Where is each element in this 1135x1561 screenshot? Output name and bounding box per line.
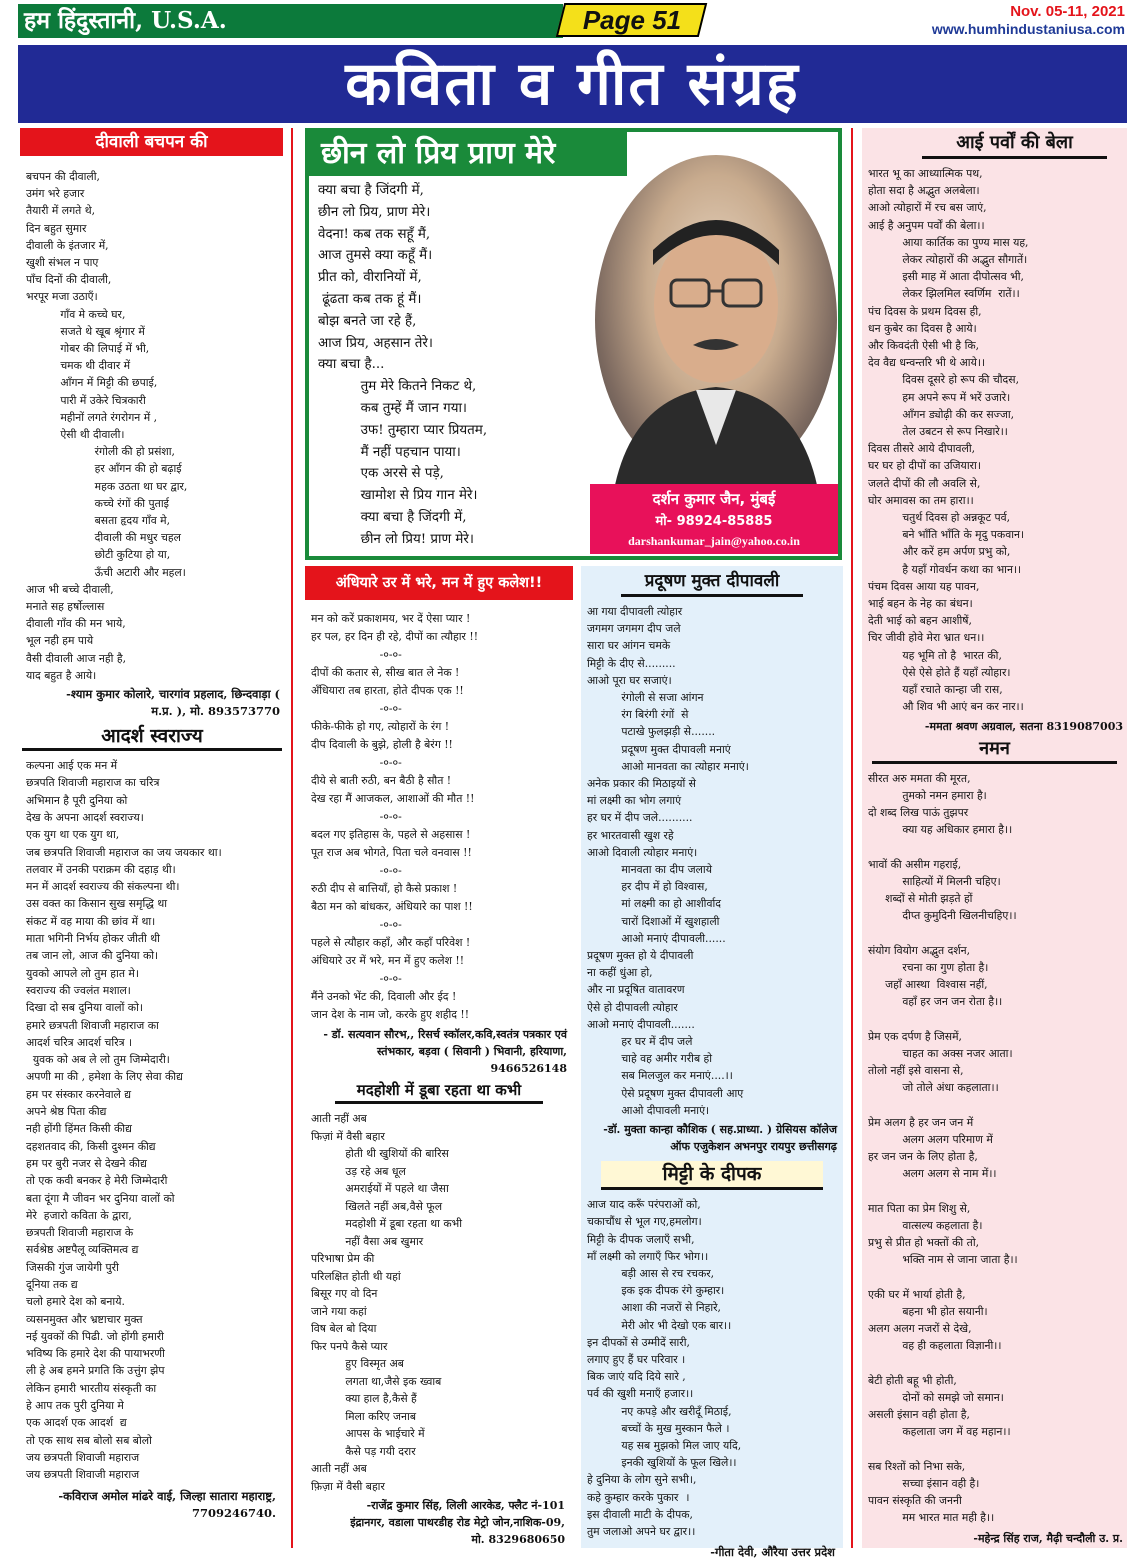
sig-mukta-kanha: -डॉ. मुक्ता कान्हा कौशिक ( सह.प्राध्या. ) ग्रेसियस कॉलेज ऑफ एजुकेशन अभनपुर रायपुर छत्तीसगढ़ <box>603 1123 837 1154</box>
title-mitti-ke-deepak: मिट्टी के दीपक <box>601 1161 823 1190</box>
sig-satyavan-saurabh: - डॉ. सत्यवान सौरभ,, रिसर्च स्कॉलर,कवि,स्वतंत्र पत्रकार एवं स्तंभकार, बड़वा ( सिवानी ) भिवानी, हरियाणा, 9466526148 <box>323 1028 567 1075</box>
poem-adarsh-swarajya: कल्पना आई एक मन में छत्रपति शिवाजी महाराज का चरित्र अभिमान है पूरी दुनिया को देख के अपना आदर्श स्वराज्य। एक युग था एक युग था, जब छत्रपति शिवाजी महाराज का जय जयकार था। तलवार में उनकी पराक्रम की दहाड़ थी। मन में आदर्श स्वराज्य की संकल्पना थी। उस वक्त का किसान सुख समृद्धि था संकट में वह माया की छांव में था। माता भगिनी निर्भय होकर जीती थी तब जान लो, आज की दुनिया को। युवको आपले लो तुम हात मे। स्वराज्य की ज्वलंत मशाल। दिखा दो सब दुनिया वालों को। हमारे छत्रपती शिवाजी महाराज का आदर्श चरित्र आदर्श चरित्र । युवक को अब ले लो तुम जिम्मेदारी। अपणी मा की , हमेशा के लिए सेवा कीद्य हम पर संस्कार करनेवाले द्य अपने श्रेष्ठ पिता कीद्य नही होंगी हिंमत किसी कीद्य दहशतवाद की, किसी दुश्मन कीद्य हम पर बुरी नजर से देखने कीद्य तो एक कवी बनकर हे मेरी जिम्मेदारी बता दूंगा मै जीवन भर दुनिया वालों को मेरे हजारो कविता के द्वारा, छत्रपती शिवाजी महाराज के सर्वश्रेष्ठ अष्टपैलू व्यक्तिमत्व द्य जिसकी गुंज जायेगी पुरी दूनिया तक द्य चलो हमारे देश को बनाये. व्यसनमुक्त और भ्रष्टाचार मुक्त नई युवकों की पिढी. जो होंगी हमारी भविष्य कि हमारे देश की पायाभरणी ली हे अब हमने प्रगति कि उत्तुंग झेप लेकिन हमारी भारतीय संस्कृती का हे आप तक पुरी दुनिया मे एक आदर्श एक आदर्श द्य तो एक साथ सब बोलो सब बोलो जय छत्रपती शिवाजी महाराज जय छत्रपती शिवाजी महाराज <box>26 759 222 1482</box>
author-photo <box>595 155 837 485</box>
author-phone: मो- 98924-85885 <box>655 514 773 529</box>
poem-aai-parvon-ki-bela: भारत भू का आध्यात्मिक पथ, होता सदा है अद्भुत अलबेला। आओ त्योहारों में रच बस जाएं, आई है अनुपम पर्वों की बेला।। आया कार्तिक का पुण्य मास यह, लेकर त्योहारों की अद्भुत सौगातें। इसी माह में आता दीपोत्सव भी, लेकर झिलमिल स्वर्णिम रातें।। पंच दिवस के प्रथम दिवस ही, धन कुबेर का दिवस है आये। और किवदंती ऐसी भी है कि, देव वैद्य धन्वन्तरि भी थे आये।। दिवस दूसरे हो रूप की चौदस, हम अपने रूप में भरें उजारे। आँगन ड्योढ़ी की कर सज्जा, तेल उबटन से रूप निखारे।। दिवस तीसरे आये दीपावली, घर घर हो दीपों का उजियारा। जलते दीपों की लौ अवलि से, घोर अमावस का तम हारा।। चतुर्थ दिवस हो अन्नकूट पर्व, बने भाँति भाँति के मृदु पकवान। और करें हम अर्पण प्रभु को, है यहाँ गोवर्धन कथा का भान।। पंचम दिवस आया यह पावन, भाई बहन के नेह का बंधन। देती भाई को बहन आशीषें, चिर जीवी होवे मेरा भ्रात धन।। यह भूमि तो है भारत की, ऐसे ऐसे होते हैं यहाँ त्योहार। यहाँ रचाते कान्हा जी रास, औ शिव भी आएं बन कर नार।। <box>868 167 1029 714</box>
title-aai-parvon-ki-bela: आई पर्वों की बेला <box>922 130 1107 159</box>
poem-naman: सीरत अरु ममता की मूरत, तुमको नमन हमारा है। दो शब्द लिख पाऊं तुझपर क्या यह अधिकार हमारा है।। भावों की असीम गहराई, साहित्यों में मिलनी चहिए। शब्दों से मोती झड़ते हों दीप्त कुमुदिनी खिलनीचहिए।। संयोग वियोग अद्भुत दर्शन, रचना का गुण होता है। जहाँ आस्था विश्वास नहीं, वहाँ हर जन जन रोता है।। प्रेम एक दर्पण है जिसमें, चाहत का अक्स नजर आता। तोलो नहीं इसे वासना से, जो तोले अंधा कहलाता।। प्रेम अलग है हर जन जन में अलग अलग परिमाण में हर जन जन के लिए होता है, अलग अलग से नाम में।। मात पिता का प्रेम शिशु से, वात्सल्य कहलाता है। प्रभु से प्रीत हो भक्तों की तो, भक्ति नाम से जाना जाता है।। एकी घर में भार्या होती है, बहना भी होत सयानी। अलग अलग नजरों से देखे, वह ही कहलाता विज्ञानी।। बेटी होती बहू भी होती, दोनों को समझे जो समान। असली इंसान वही होता है, कहलाता जग में वह महान।। सब रिश्तों को निभा सके, सच्चा इंसान वही है। पावन संस्कृति की जननी मम भारत मात मही है।। <box>868 771 1018 1525</box>
author-name: दर्शन कुमार जैन, मुंबई <box>652 490 776 508</box>
column-divider-1 <box>291 128 293 1548</box>
title-diwali-bachpan: दीवाली बचपन की <box>20 128 283 156</box>
title-adarsh-swarajya: आदर्श स्वराज्य <box>22 724 282 751</box>
website-link[interactable]: www.humhindustaniusa.com <box>931 21 1125 37</box>
author-email[interactable]: darshankumar_jain@yahoo.co.in <box>628 534 800 548</box>
poem-madhoshi: आती नहीं अब फिज़ां में वैसी बहार होती थी खुशियों की बारिस उड़ रहे अब धूल अमराईयों में पहले था जैसा खिलते नहीं अब,वैसे फूल मदहोशी में डूबा रहता था कभी नहीं वैसा अब खुमार परिभाषा प्रेम की परिलक्षित होती थी यहां बिसूर गए वो दिन जाने गया कहां विष बेल बो दिया फिर पनपे कैसे प्यार हुए विस्मृत अब लगता था,जैसे इक ख्वाब क्या हाल है,कैसे हैं मिला करिए जनाब आपस के भाईचारे में कैसे पड़ गयी दरार आती नहीं अब फ़िज़ा में वैसी बहार <box>311 1112 463 1493</box>
sig-shyam-kumar: -श्याम कुमार कोलारे, चारगांव प्रहलाद, छिन्दवाड़ा ( म.प्र. ), मो. 893573770 <box>66 687 280 719</box>
poem-diwali-bachpan: बचपन की दीवाली, उमंग भरे हजार तैयारी में लगते थे, दिन बहुत सुमार दीवाली के इंतजार में, खुशी संभल न पाए पाँच दिनों की दीवाली, भरपूर मजा उठाएँ। गाँव मे कच्चे घर, सजते थे खूब श्रृंगार में गोबर की लिपाई में भी, चमक थी दीवार में आँगन में मिट्टी की छपाई, पारी में उकेरे चित्रकारी महीनों लगते रंगरोगन में , ऐसी थी दीवाली। रंगोली की हो प्रसंशा, हर आँगन की हो बढ़ाई महक उठता था घर द्वार, कच्चे रंगों की पुताई बसता हृदय गाँव मे, दीवाली की मधुर चहल छोटी कुटिया हो या, ऊँची अटारी और महल। आज भी बच्चे दीवाली, मनाते सह हर्षोल्लास दीवाली गाँव की मन भाये, भूल नही हम पाये वैसी दीवाली आज नही है, याद बहुत है आये। <box>26 170 188 682</box>
title-pradushan-mukt: प्रदूषण मुक्त दीपावली <box>621 568 803 597</box>
author-portrait-icon <box>595 155 837 485</box>
column-4 <box>862 128 1127 1548</box>
column-1 <box>18 128 286 1548</box>
column-2 <box>305 566 573 1548</box>
poem-pradushan-mukt: आ गया दीपावली त्योहार जगमग जगमग दीप जले सारा घर आंगन चमके मिट्टी के दीए से......... आओ पूरा घर सजाएं। रंगोली से सजा आंगन रंग बिरंगी रंगों से पटाखे फुलझड़ी से....... प्रदूषण मुक्त दीपावली मनाएं आओ मानवता का त्योहार मनाएं। अनेक प्रकार की मिठाइयों से मां लक्ष्मी का भोग लगाएं हर घर में दीप जले.......... हर भारतवासी खुश रहे आओ दिवाली त्योहार मनाएं। मानवता का दीप जलाये हर दीप में हो विश्वास, मां लक्ष्मी का हो आशीर्वाद चारों दिशाओं में खुशहाली आओ मनाएं दीपावली...... प्रदूषण मुक्त हो ये दीपावली ना कहीं धुंआ हो, और ना प्रदूषित वातावरण ऐसे हो दीपावली त्योहार आओ मनाएं दीपावली....... हर घर में दीप जले चाहे वह अमीर गरीब हो सब मिलजुल कर मनाएं....।। ऐसे प्रदूषण मुक्त दीपावली आए आओ दीपावली मनाएं। <box>587 605 749 1117</box>
column-divider-2 <box>851 128 853 1548</box>
sig-mahendra-singh: -महेन्द्र सिंह राज, मैढ़ी चन्दौली उ. प्र. <box>973 1532 1123 1546</box>
page-number: Page 51 <box>582 5 682 35</box>
sig-amol-mandhare: -कविराज अमोल मांढरे वाई, जिल्हा सातारा महाराष्ट्र, 7709246740. <box>58 1488 276 1520</box>
feature-title: छीन लो प्रिय प्राण मेरे <box>309 132 627 176</box>
column-3 <box>581 566 843 1560</box>
masthead-brand: हम हिंदुस्तानी, U.S.A. <box>18 4 563 38</box>
title-madhoshi: मदहोशी में डूबा रहता था कभी <box>335 1079 543 1104</box>
poem-andhiyare: मन को करें प्रकाशमय, भर दें ऐसा प्यार ! हर पल, हर दिन ही रहे, दीपों का त्यौहार !! -०-०- दीपों की कतार से, सीख बात ले नेक ! अँधियारा तब हारता, होते दीपक एक !! -०-०- फीके-फीके हो गए, त्योहारों के रंग ! दीप दिवाली के बुझे, होली है बेरंग !! -०-०- दीये से बाती रुठी, बन बैठी है सौत ! देख रहा मैं आजकल, आशाओं की मौत !! -०-०- बदल गए इतिहास के, पहले से अहसास ! पूत राज अब भोगते, पिता चले वनवास !! -०-०- रुठी दीप से बात्तियाँ, हो कैसे प्रकाश ! बैठा मन को बांधकर, अंधियारे का पाश !! -०-०- पहले से त्यौहार कहाँ, और कहाँ परिवेश ! अंधियारे उर में भरे, मन में हुए कलेश !! -०-०- मैंने उनको भेंट की, दिवाली और ईद ! जान देश के नाम जो, करके हुए शहीद !! <box>311 612 479 1021</box>
author-card <box>590 484 838 554</box>
title-andhiyare: अंधियारे उर में भरे, मन में हुए कलेश!! <box>305 566 573 600</box>
sig-geeta-devi: -गीता देवी, औरैया उत्तर प्रदेश <box>710 1545 835 1560</box>
sig-rajendra-kumar: -राजेंद्र कुमार सिंह, लिली आरकेड, फ्लैट नं-101 इंद्रानगर, वडाला पाथरडीह रोड मेट्रो जोन,नाशिक-09, मो. 8329680650 <box>350 1499 565 1546</box>
sig-mamta-shravan: -ममता श्रवण अग्रवाल, सतना 8319087003 <box>924 719 1123 733</box>
issue-date: Nov. 05-11, 2021 <box>1010 3 1125 20</box>
title-naman: नमन <box>872 737 1117 764</box>
feature-poem: क्या बचा है जिंदगी में, छीन लो प्रिय, प्राण मेरे। वेदना! कब तक सहूँ मैं, आज तुमसे क्या कहूँ मैं। प्रीत को, वीरानियों में, ढूंढता कब तक हूं मैं। बोझ बनते जा रहे हैं, आज प्रिय, अहसान तेरे। क्या बचा है... तुम मेरे कितने निकट थे, कब तुम्हें मैं जान गया। उफ! तुम्हारा प्यार प्रियतम, मैं नहीं पहचान पाया। एक अरसे से पड़े, खामोश से प्रिय गान मेरे। क्या बचा है जिंदगी में, छीन लो प्रिय! प्राण मेरे। <box>318 183 488 547</box>
poem-mitti-ke-deepak: आज याद करूँ परंपराओं को, चकाचौंध से भूल गए,हमलोग। मिट्टी के दीपक जलाएँ सभी, माँ लक्ष्मी को लगाएँ फिर भोग।। बड़ी आस से रच रचकर, इक इक दीपक रंगे कुम्हार। आशा की नजरों से निहारे, मेरी ओर भी देखो एक बार।। इन दीपकों से उम्मीदें सारी, लगाए हुए हैं घर परिवार । बिक जाएं यदि दिये सारे , पर्व की खुशी मनाएँ हजार।। नए कपड़े और खरीदूँ मिठाई, बच्चों के मुख मुस्कान फैले । यह सब मुझको मिल जाए यदि, इनकी खुशियों के फूल खिले।। हे दुनिया के लोग सुने सभी।, कहे कुम्हार करके पुकार । इस दीवाली माटी के दीपक, तुम जलाओ अपने घर द्वार।। <box>587 1198 742 1538</box>
section-banner: कविता व गीत संग्रह <box>18 45 1127 123</box>
